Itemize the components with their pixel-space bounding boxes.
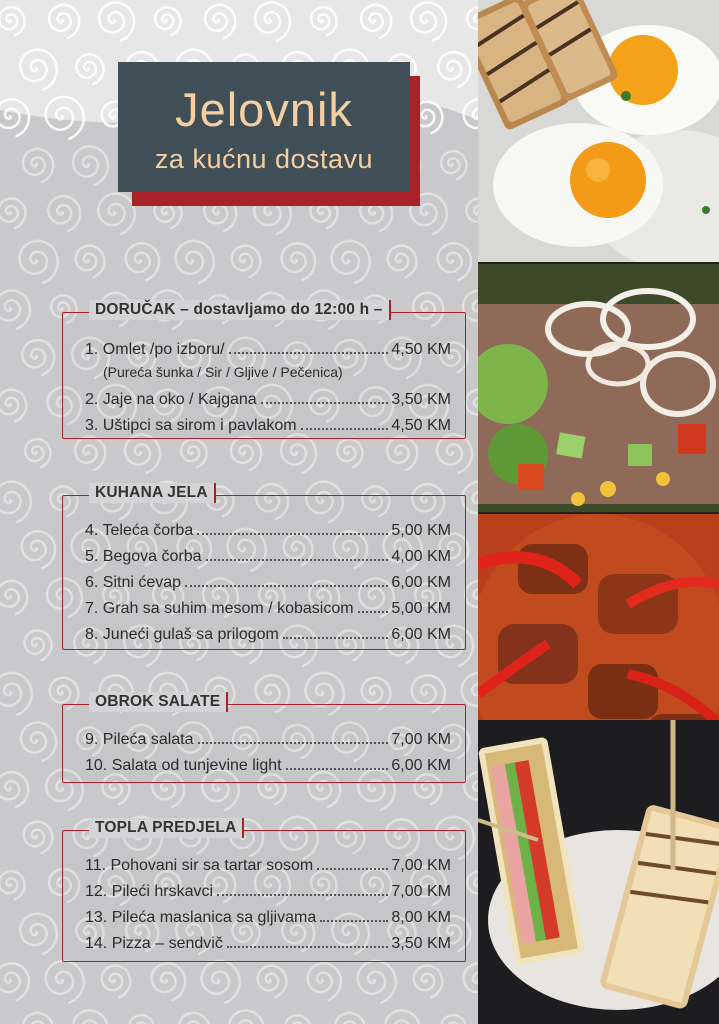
item-name: 14. Pizza – sendvič bbox=[85, 935, 223, 952]
menu-item bbox=[85, 516, 451, 540]
section-cooked-meals bbox=[62, 484, 466, 650]
section-label: DORUČAK – dostavljamo do 12:00 h – bbox=[89, 300, 391, 320]
menu-item bbox=[85, 385, 451, 409]
item-price: 7,00 KM bbox=[391, 857, 451, 874]
dot-leader bbox=[358, 611, 389, 613]
item-note: (Pureća šunka / Sir / Gljive / Pečenica) bbox=[103, 364, 343, 380]
menu-item bbox=[85, 568, 451, 592]
menu-item bbox=[85, 751, 451, 775]
menu-item bbox=[85, 335, 451, 359]
dot-leader bbox=[317, 868, 388, 870]
menu-item bbox=[85, 903, 451, 927]
item-price: 6,00 KM bbox=[391, 757, 451, 774]
menu-item bbox=[85, 620, 451, 644]
dot-leader bbox=[301, 428, 389, 430]
dot-leader bbox=[320, 920, 388, 922]
item-name: 1. Omlet /po izboru/ bbox=[85, 341, 225, 358]
item-name: 2. Jaje na oko / Kajgana bbox=[85, 391, 257, 408]
item-price: 4,50 KM bbox=[391, 417, 451, 434]
section-hot-appetizers bbox=[62, 819, 466, 962]
dot-leader bbox=[185, 585, 388, 587]
menu-item bbox=[85, 877, 451, 901]
item-price: 7,00 KM bbox=[391, 731, 451, 748]
fried-eggs-toast-photo bbox=[478, 0, 719, 262]
section-label: TOPLA PREDJELA bbox=[89, 818, 244, 838]
item-name: 4. Teleća čorba bbox=[85, 522, 194, 539]
menu-item bbox=[85, 411, 451, 435]
item-name: 9. Pileća salata bbox=[85, 731, 194, 748]
dot-leader bbox=[198, 742, 389, 744]
item-price: 6,00 KM bbox=[391, 626, 451, 643]
item-price: 5,00 KM bbox=[391, 522, 451, 539]
item-name: 11. Pohovani sir sa tartar sosom bbox=[85, 857, 314, 874]
page-subtitle: za kućnu dostavu bbox=[154, 144, 374, 174]
item-price: 3,50 KM bbox=[391, 391, 451, 408]
dot-leader bbox=[286, 768, 389, 770]
dot-leader bbox=[229, 352, 389, 354]
menu-item bbox=[85, 542, 451, 566]
item-name: 5. Begova čorba bbox=[85, 548, 202, 565]
item-price: 5,00 KM bbox=[391, 600, 451, 617]
section-breakfast bbox=[62, 301, 466, 439]
item-name: 6. Sitni ćevap bbox=[85, 574, 182, 591]
tuna-salad-photo bbox=[478, 264, 719, 512]
menu-item bbox=[85, 929, 451, 953]
section-salads bbox=[62, 693, 466, 783]
item-price: 4,50 KM bbox=[391, 341, 451, 358]
dot-leader bbox=[283, 637, 389, 639]
menu-item bbox=[85, 594, 451, 618]
item-price: 7,00 KM bbox=[391, 883, 451, 900]
item-name: 7. Grah sa suhim mesom / kobasicom bbox=[85, 600, 354, 617]
menu-item bbox=[85, 851, 451, 875]
item-name: 10. Salata od tunjevine light bbox=[85, 757, 282, 774]
dot-leader bbox=[227, 946, 389, 948]
club-sandwich-photo bbox=[478, 720, 719, 1024]
section-label: KUHANA JELA bbox=[89, 483, 216, 503]
dot-leader bbox=[206, 559, 389, 561]
food-photo-column bbox=[478, 0, 719, 1024]
dot-leader bbox=[217, 894, 388, 896]
item-name: 8. Juneći gulaš sa prilogom bbox=[85, 626, 279, 643]
item-price: 6,00 KM bbox=[391, 574, 451, 591]
item-name: 12. Pileći hrskavci bbox=[85, 883, 214, 900]
dot-leader bbox=[197, 533, 388, 535]
page-title: Jelovnik bbox=[175, 83, 353, 136]
item-price: 4,00 KM bbox=[391, 548, 451, 565]
item-name: 13. Pileća maslanica sa gljivama bbox=[85, 909, 317, 926]
dot-leader bbox=[261, 402, 389, 404]
item-price: 3,50 KM bbox=[391, 935, 451, 952]
section-label: OBROK SALATE bbox=[89, 692, 228, 712]
menu-item bbox=[85, 725, 451, 749]
item-name: 3. Uštipci sa sirom i pavlakom bbox=[85, 417, 297, 434]
title-box bbox=[118, 62, 410, 192]
item-price: 8,00 KM bbox=[391, 909, 451, 926]
